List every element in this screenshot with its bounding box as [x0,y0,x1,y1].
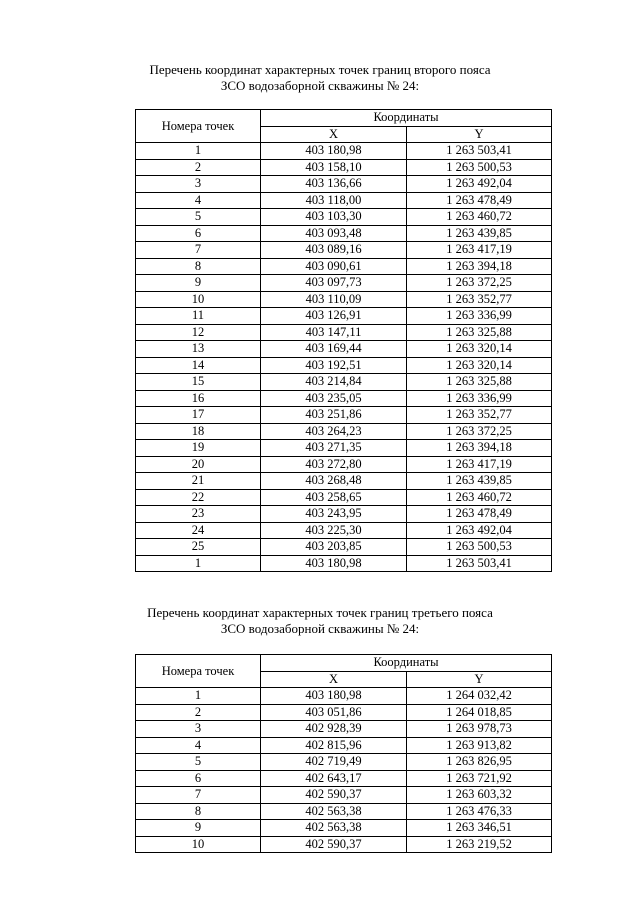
coordinates-table-second-belt [135,109,552,572]
table-row [136,143,552,160]
point-number-cell: 21 [136,473,261,490]
coord-x-cell: 403 268,48 [261,473,407,490]
coord-y-cell: 1 263 336,99 [407,390,552,407]
table-row [136,324,552,341]
coord-x-cell: 403 214,84 [261,374,407,391]
coord-x-cell: 403 251,86 [261,407,407,424]
coord-x-cell: 403 147,11 [261,324,407,341]
table-row [136,473,552,490]
coord-x-cell: 403 089,16 [261,242,407,259]
coord-y-cell: 1 263 492,04 [407,176,552,193]
coord-x-cell: 402 928,39 [261,721,407,738]
coord-y-cell: 1 263 417,19 [407,456,552,473]
coord-x-cell: 403 051,86 [261,704,407,721]
coord-x-cell: 402 563,38 [261,820,407,837]
coord-x-cell: 403 090,61 [261,258,407,275]
header-point-numbers: Номера точек [136,655,261,688]
coord-y-cell: 1 263 325,88 [407,324,552,341]
table-row [136,275,552,292]
point-number-cell: 16 [136,390,261,407]
table-row [136,209,552,226]
point-number-cell: 4 [136,737,261,754]
coord-x-cell: 403 272,80 [261,456,407,473]
caption-line: Перечень координат характерных точек границ второго пояса [149,62,491,77]
coord-y-cell: 1 263 500,53 [407,539,552,556]
coord-x-cell: 403 158,10 [261,159,407,176]
coord-y-cell: 1 263 320,14 [407,341,552,358]
table-row [136,522,552,539]
table-row [136,820,552,837]
point-number-cell: 6 [136,770,261,787]
coord-y-cell: 1 263 219,52 [407,836,552,853]
point-number-cell: 23 [136,506,261,523]
header-point-numbers: Номера точек [136,110,261,143]
point-number-cell: 20 [136,456,261,473]
coord-y-cell: 1 263 603,32 [407,787,552,804]
point-number-cell: 25 [136,539,261,556]
coord-y-cell: 1 263 978,73 [407,721,552,738]
coord-y-cell: 1 263 417,19 [407,242,552,259]
point-number-cell: 12 [136,324,261,341]
coord-x-cell: 403 097,73 [261,275,407,292]
coord-y-cell: 1 263 372,25 [407,275,552,292]
table-row [136,440,552,457]
coord-y-cell: 1 263 721,92 [407,770,552,787]
table-row [136,291,552,308]
point-number-cell: 2 [136,704,261,721]
coord-x-cell: 402 719,49 [261,754,407,771]
header-coordinates: Координаты [261,110,552,127]
coord-x-cell: 403 225,30 [261,522,407,539]
coord-x-cell: 403 103,30 [261,209,407,226]
coord-y-cell: 1 263 503,41 [407,555,552,572]
coord-y-cell: 1 263 478,49 [407,506,552,523]
coord-x-cell: 403 203,85 [261,539,407,556]
header-coordinates: Координаты [261,655,552,672]
coord-y-cell: 1 263 336,99 [407,308,552,325]
coord-y-cell: 1 263 478,49 [407,192,552,209]
coord-x-cell: 402 815,96 [261,737,407,754]
caption-line: ЗСО водозаборной скважины № 24: [220,621,420,636]
coord-y-cell: 1 263 460,72 [407,209,552,226]
coord-x-cell: 402 590,37 [261,836,407,853]
point-number-cell: 8 [136,803,261,820]
coord-y-cell: 1 263 439,85 [407,225,552,242]
point-number-cell: 1 [136,555,261,572]
coord-y-cell: 1 263 320,14 [407,357,552,374]
coord-y-cell: 1 263 352,77 [407,291,552,308]
coord-x-cell: 403 180,98 [261,555,407,572]
point-number-cell: 9 [136,820,261,837]
header-x: X [261,126,407,143]
caption-line: ЗСО водозаборной скважины № 24: [220,78,420,93]
point-number-cell: 8 [136,258,261,275]
table-row [136,506,552,523]
coordinates-table-third-belt [135,654,552,853]
coord-x-cell: 403 136,66 [261,176,407,193]
point-number-cell: 22 [136,489,261,506]
coord-y-cell: 1 263 394,18 [407,258,552,275]
coord-y-cell: 1 264 032,42 [407,688,552,705]
point-number-cell: 6 [136,225,261,242]
table-caption-second-belt [0,62,640,94]
table-row [136,721,552,738]
table-row [136,754,552,771]
coord-x-cell: 402 590,37 [261,787,407,804]
table-row [136,192,552,209]
coord-y-cell: 1 263 439,85 [407,473,552,490]
coord-x-cell: 403 126,91 [261,308,407,325]
point-number-cell: 3 [136,721,261,738]
table-row [136,423,552,440]
coord-x-cell: 403 180,98 [261,688,407,705]
point-number-cell: 5 [136,754,261,771]
header-y: Y [407,671,552,688]
coord-x-cell: 403 093,48 [261,225,407,242]
coord-x-cell: 403 192,51 [261,357,407,374]
coord-x-cell: 403 235,05 [261,390,407,407]
coord-x-cell: 403 271,35 [261,440,407,457]
point-number-cell: 3 [136,176,261,193]
coord-x-cell: 403 118,00 [261,192,407,209]
table-row [136,159,552,176]
point-number-cell: 1 [136,688,261,705]
header-x: X [261,671,407,688]
coord-x-cell: 403 264,23 [261,423,407,440]
table-row [136,787,552,804]
point-number-cell: 24 [136,522,261,539]
coord-y-cell: 1 263 460,72 [407,489,552,506]
point-number-cell: 10 [136,291,261,308]
table-row [136,407,552,424]
coord-y-cell: 1 264 018,85 [407,704,552,721]
table-row [136,225,552,242]
table-row [136,357,552,374]
coord-y-cell: 1 263 503,41 [407,143,552,160]
point-number-cell: 18 [136,423,261,440]
table-row [136,374,552,391]
coord-y-cell: 1 263 476,33 [407,803,552,820]
point-number-cell: 7 [136,787,261,804]
point-number-cell: 2 [136,159,261,176]
table-row [136,555,552,572]
table-caption-third-belt [0,605,640,637]
table-row [136,737,552,754]
point-number-cell: 13 [136,341,261,358]
coord-y-cell: 1 263 372,25 [407,423,552,440]
point-number-cell: 15 [136,374,261,391]
table-row [136,390,552,407]
coord-y-cell: 1 263 492,04 [407,522,552,539]
table-row [136,704,552,721]
table-row [136,258,552,275]
table-row [136,456,552,473]
coord-y-cell: 1 263 826,95 [407,754,552,771]
coord-x-cell: 403 243,95 [261,506,407,523]
table-row [136,242,552,259]
table-row [136,308,552,325]
table-row [136,836,552,853]
coord-y-cell: 1 263 325,88 [407,374,552,391]
point-number-cell: 17 [136,407,261,424]
coord-y-cell: 1 263 913,82 [407,737,552,754]
point-number-cell: 10 [136,836,261,853]
point-number-cell: 1 [136,143,261,160]
point-number-cell: 11 [136,308,261,325]
table-row [136,803,552,820]
coord-x-cell: 403 110,09 [261,291,407,308]
coord-x-cell: 403 180,98 [261,143,407,160]
point-number-cell: 7 [136,242,261,259]
coord-x-cell: 403 258,65 [261,489,407,506]
coord-x-cell: 402 643,17 [261,770,407,787]
point-number-cell: 9 [136,275,261,292]
point-number-cell: 19 [136,440,261,457]
point-number-cell: 5 [136,209,261,226]
coord-y-cell: 1 263 352,77 [407,407,552,424]
table-row [136,770,552,787]
header-y: Y [407,126,552,143]
coord-y-cell: 1 263 346,51 [407,820,552,837]
point-number-cell: 14 [136,357,261,374]
table-row [136,539,552,556]
point-number-cell: 4 [136,192,261,209]
coord-x-cell: 403 169,44 [261,341,407,358]
table-row [136,489,552,506]
coord-y-cell: 1 263 394,18 [407,440,552,457]
coord-y-cell: 1 263 500,53 [407,159,552,176]
table-row [136,688,552,705]
table-row [136,176,552,193]
caption-line: Перечень координат характерных точек границ третьего пояса [147,605,493,620]
table-row [136,341,552,358]
coord-x-cell: 402 563,38 [261,803,407,820]
